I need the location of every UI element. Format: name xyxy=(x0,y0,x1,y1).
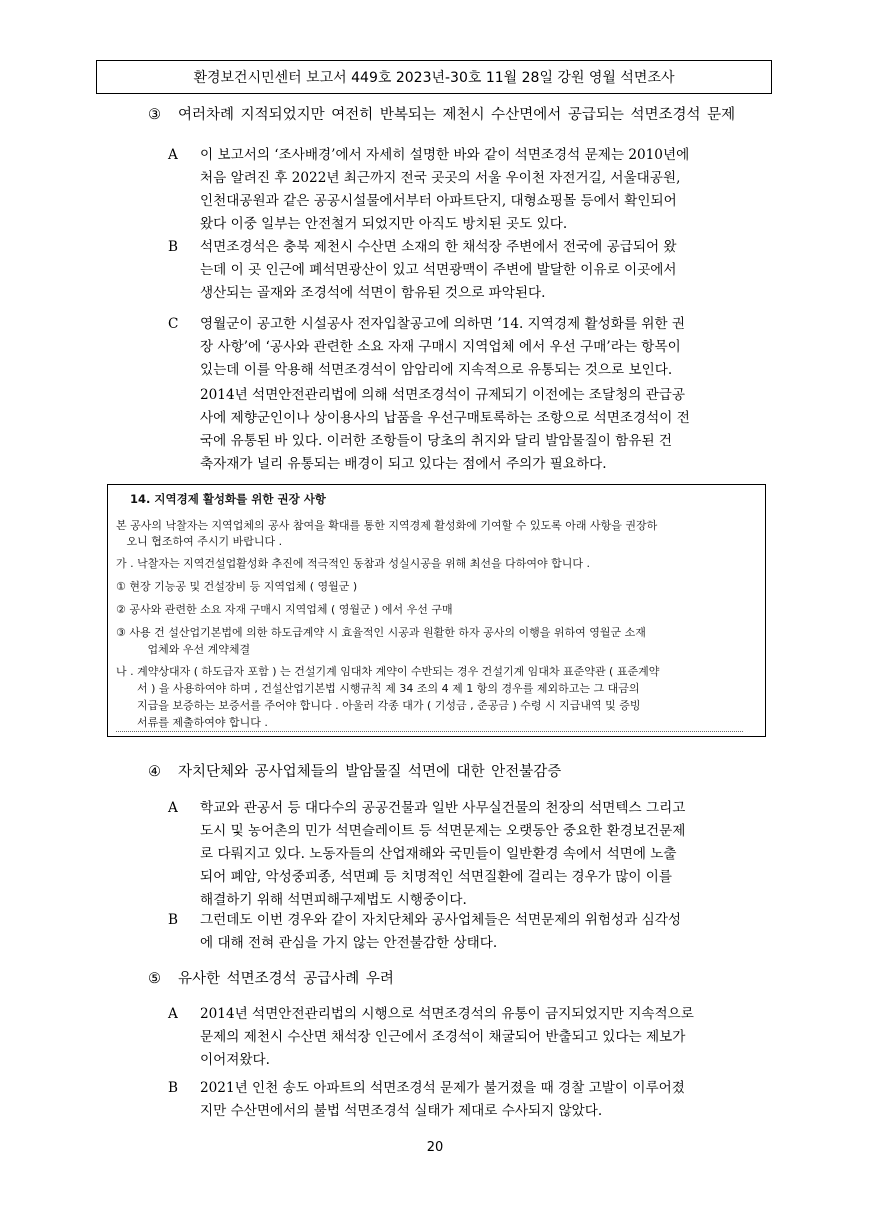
item-letter: A xyxy=(168,147,178,163)
section-4-heading xyxy=(148,760,561,781)
text-line: 문제의 제천시 수산면 채석장 인근에서 조경석이 채굴되어 반출되고 있다는 제보가 xyxy=(200,1029,686,1045)
notice-line: 지급을 보증하는 보증서를 주어야 합니다 . 아울러 각종 대가 ( 기성금 , 준공금 ) 수령 시 지급내역 및 증빙 xyxy=(116,699,641,712)
notice-line: 오니 협조하여 주시기 바랍니다 . xyxy=(116,535,283,548)
page-number: 20 xyxy=(426,1140,444,1155)
item-letter: B xyxy=(168,239,178,255)
item-letter: B xyxy=(168,1080,178,1096)
item-letter: C xyxy=(168,316,179,332)
section-3-note xyxy=(168,384,768,476)
text-line: 지만 수산면에서의 불법 석면조경석 실태가 제대로 수사되지 않았다. xyxy=(200,1103,603,1119)
text-line: 국에 유통된 바 있다. 이러한 조항들이 당초의 취지와 달리 발암물질이 함유된 건 xyxy=(200,433,673,449)
notice-line: 서 ) 을 사용하여야 하며 , 건설산업기본법 시행규칙 제 34 조의 4 제 1 항의 경우를 제외하고는 그 대금의 xyxy=(116,682,640,695)
text-line: 축자재가 널리 유통되는 배경이 되고 있다는 점에서 주의가 필요하다. xyxy=(200,456,607,472)
text-line: 그런데도 이번 경우와 같이 자치단체와 공사업체들은 석면문제의 위험성과 심각성 xyxy=(200,912,682,928)
text-line: 이어져왔다. xyxy=(200,1052,270,1068)
notice-line: 업체와 우선 계약체결 xyxy=(116,643,251,656)
section-3-heading xyxy=(148,103,735,124)
section-5-item-b xyxy=(168,1077,768,1123)
text-line: 2021년 인천 송도 아파트의 석면조경석 문제가 불거졌을 때 경찰 고발이 이루어졌 xyxy=(200,1080,685,1096)
notice-line: ② 공사와 관련한 소요 자재 구매시 지역업체 ( 영월군 ) 에서 우선 구매 xyxy=(116,603,453,616)
text-line: 석면조경석은 충북 제천시 수산면 소재의 한 채석장 주변에서 전국에 공급되어 왔 xyxy=(200,239,677,255)
text-line: 사에 제향군인이나 상이용사의 납품을 우선구매토록하는 조항으로 석면조경석이 전 xyxy=(200,410,690,426)
report-header-title: 환경보건시민센터 보고서 449호 2023년-30호 11월 28일 강원 영월 석면조사 xyxy=(193,70,675,86)
section-5-heading xyxy=(148,967,394,988)
notice-line: 가 . 낙찰자는 지역건설업활성화 추진에 적극적인 동참과 성실시공을 위해 최선을 다하여야 합니다 . xyxy=(116,557,590,570)
text-line: 왔다 이중 일부는 안전철거 되었지만 아직도 방치된 곳도 있다. xyxy=(200,216,568,232)
text-line: 해결하기 위해 석면피해구제법도 시행중이다. xyxy=(200,892,467,908)
text-line: 에 대해 전혀 관심을 가지 않는 안전불감한 상태다. xyxy=(200,935,498,951)
section-4-item-a xyxy=(168,797,768,912)
section-5-number: ⑤ xyxy=(148,971,161,987)
notice-line: 나 . 계약상대자 ( 하도급자 포함 ) 는 건설기계 임대차 계약이 수반되는 경우 건설기계 임대차 표준약관 ( 표준계약 xyxy=(116,665,660,678)
section-3-item-c xyxy=(168,313,768,382)
text-line: 영월군이 공고한 시설공사 전자입찰공고에 의하면 ’14. 지역경제 활성화를 위한 권 xyxy=(200,316,686,332)
item-letter: A xyxy=(168,800,178,816)
text-line: 도시 및 농어촌의 민가 석면슬레이트 등 석면문제는 오랫동안 중요한 환경보건문제 xyxy=(200,823,686,839)
text-line: 는데 이 곳 인근에 폐석면광산이 있고 석면광맥이 주변에 발달한 이유로 이곳에서 xyxy=(200,262,677,278)
section-3-number: ③ xyxy=(148,107,161,123)
section-4-item-b xyxy=(168,909,768,955)
section-3-title: 여러차례 지적되었지만 여전히 반복되는 제천시 수산면에서 공급되는 석면조경석 문제 xyxy=(178,107,736,123)
notice-title: 14. 지역경제 활성화를 위한 권장 사항 xyxy=(130,492,326,506)
text-line: 2014년 석면안전관리법의 시행으로 석면조경석의 유통이 금지되었지만 지속적으로 xyxy=(200,1006,694,1022)
section-3-item-a xyxy=(168,144,768,236)
notice-line: 서류를 제출하여야 합니다 . xyxy=(116,716,268,729)
text-line: 학교와 관공서 등 대다수의 공공건물과 일반 사무실건물의 천장의 석면텍스 그리고 xyxy=(200,800,686,816)
text-line: 인천대공원과 같은 공공시설물에서부터 아파트단지, 대형쇼핑몰 등에서 확인되어 xyxy=(200,193,677,209)
text-line: 2014년 석면안전관리법에 의해 석면조경석이 규제되기 이전에는 조달청의 관급공 xyxy=(200,387,686,403)
notice-line: ③ 사용 건 설산업기본법에 의한 하도급계약 시 효율적인 시공과 원활한 하자 공사의 이행을 위하여 영월군 소재 xyxy=(116,626,646,639)
text-line: 되어 폐암, 악성중피종, 석면폐 등 치명적인 석면질환에 걸리는 경우가 많이 이를 xyxy=(200,869,673,885)
text-line: 있는데 이를 악용해 석면조경석이 암암리에 지속적으로 유통되는 것으로 보인다. xyxy=(200,362,673,378)
section-3-item-b xyxy=(168,236,768,305)
text-line: 생산되는 골재와 조경석에 석면이 함유된 것으로 파악된다. xyxy=(200,285,546,301)
section-4-number: ④ xyxy=(148,764,161,780)
report-header xyxy=(96,60,772,94)
bid-notice-excerpt xyxy=(107,484,766,737)
section-5-item-a xyxy=(168,1003,768,1072)
section-4-title: 자치단체와 공사업체들의 발암물질 석면에 대한 안전불감증 xyxy=(178,764,562,780)
section-5-title: 유사한 석면조경석 공급사례 우려 xyxy=(178,971,394,987)
text-line: 이 보고서의 ‘조사배경’에서 자세히 설명한 바와 같이 석면조경석 문제는 2010년에 xyxy=(200,147,690,163)
notice-line: ① 현장 기능공 및 건설장비 등 지역업체 ( 영월군 ) xyxy=(116,580,358,593)
text-line: 장 사항’에 ‘공사와 관련한 소요 자재 구매시 지역업체 에서 우선 구매’라는 항목이 xyxy=(200,339,681,355)
item-letter: A xyxy=(168,1006,178,1022)
notice-line: 본 공사의 낙찰자는 지역업체의 공사 참여을 확대를 통한 지역경제 활성화에 기여할 수 있도록 아래 사항을 권장하 xyxy=(116,519,658,532)
dotted-divider xyxy=(116,731,743,732)
text-line: 처음 알려진 후 2022년 최근까지 전국 곳곳의 서울 우이천 자전거길, 서울대공원, xyxy=(200,170,681,186)
text-line: 로 다뤄지고 있다. 노동자들의 산업재해와 국민들이 일반환경 속에서 석면에 노출 xyxy=(200,846,677,862)
item-letter: B xyxy=(168,912,178,928)
